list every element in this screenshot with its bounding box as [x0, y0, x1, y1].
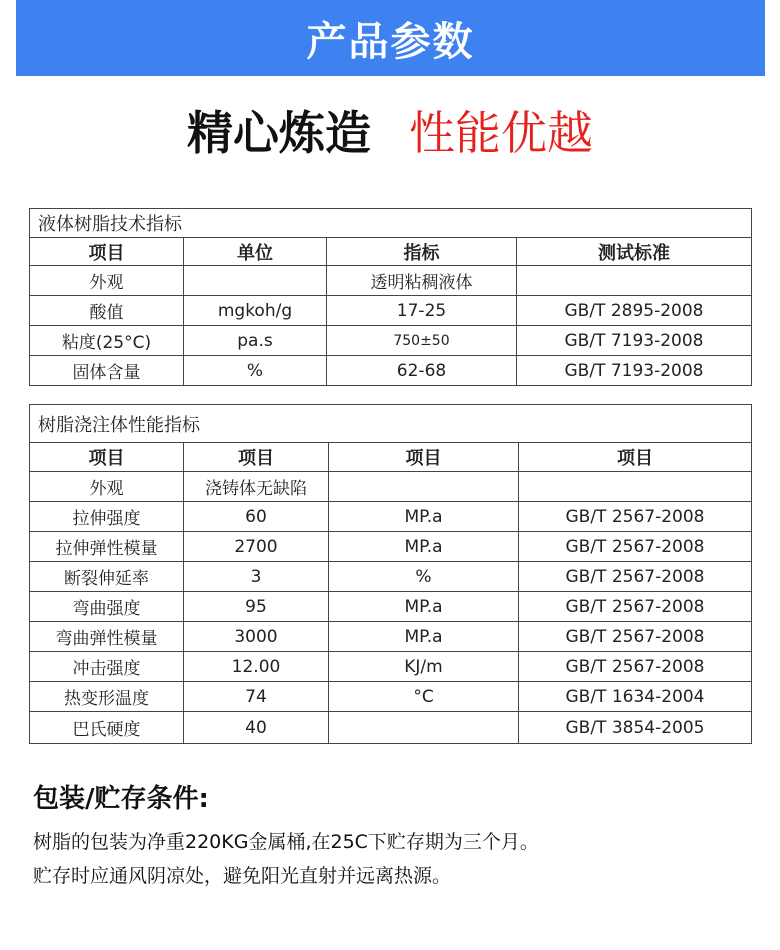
- table-cell: 拉伸强度: [30, 502, 184, 532]
- column-header: 测试标准: [517, 238, 752, 266]
- table-row: [30, 712, 752, 744]
- table-row: [30, 356, 752, 386]
- table-cell: mgkoh/g: [184, 296, 327, 326]
- table-cell: 透明粘稠液体: [327, 266, 517, 296]
- table-cell: 62-68: [327, 356, 517, 386]
- liquid-resin-table: [29, 208, 752, 386]
- table-row: [30, 296, 752, 326]
- table-cell: MP.a: [329, 532, 519, 562]
- table-cell: GB/T 2567-2008: [519, 622, 752, 652]
- storage-line: 贮存时应通风阴凉处，避免阳光直射并远离热源。: [33, 865, 452, 887]
- table-cell: 弯曲强度: [30, 592, 184, 622]
- table-cell: 断裂伸延率: [30, 562, 184, 592]
- table-cell: [184, 266, 327, 296]
- table-cell: 外观: [30, 472, 184, 502]
- table-cell: °C: [329, 682, 519, 712]
- column-header: 项目: [184, 443, 329, 472]
- table-cell: GB/T 2567-2008: [519, 592, 752, 622]
- table-header-row: [30, 443, 752, 472]
- table-cell: MP.a: [329, 592, 519, 622]
- table-cell: 拉伸弹性模量: [30, 532, 184, 562]
- table-caption: 液体树脂技术指标: [30, 209, 752, 238]
- table-row: [30, 502, 752, 532]
- table-cell: 12.00: [184, 652, 329, 682]
- table-row: [30, 622, 752, 652]
- table-cell: 浇铸体无缺陷: [184, 472, 329, 502]
- table-cell: GB/T 2567-2008: [519, 562, 752, 592]
- table-row: [30, 652, 752, 682]
- table-row: [30, 326, 752, 356]
- table-cell: KJ/m: [329, 652, 519, 682]
- table-cell: [329, 712, 519, 744]
- column-header: 项目: [329, 443, 519, 472]
- table-row: [30, 682, 752, 712]
- table-cell: MP.a: [329, 622, 519, 652]
- table-cell: 3000: [184, 622, 329, 652]
- table-cell: 弯曲弹性模量: [30, 622, 184, 652]
- table-cell: 74: [184, 682, 329, 712]
- table-header-row: [30, 238, 752, 266]
- storage-title: 包装/贮存条件:: [33, 784, 209, 814]
- table-cell: 17-25: [327, 296, 517, 326]
- table-cell: 外观: [30, 266, 184, 296]
- table-cell: GB/T 7193-2008: [517, 326, 752, 356]
- cast-resin-table: [29, 404, 752, 744]
- table-cell: 粘度(25°C): [30, 326, 184, 356]
- table-cell: 2700: [184, 532, 329, 562]
- table-cell: [517, 266, 752, 296]
- table-cell: 95: [184, 592, 329, 622]
- table-cell: 750±50: [327, 326, 517, 356]
- table-cell: %: [184, 356, 327, 386]
- table-row: [30, 472, 752, 502]
- table-cell: %: [329, 562, 519, 592]
- table-row: [30, 266, 752, 296]
- table-cell: GB/T 1634-2004: [519, 682, 752, 712]
- table-cell: 60: [184, 502, 329, 532]
- table-row: [30, 532, 752, 562]
- storage-line: 树脂的包装为净重220KG金属桶,在25C下贮存期为三个月。: [33, 831, 539, 853]
- table-cell: MP.a: [329, 502, 519, 532]
- column-header: 项目: [30, 238, 184, 266]
- table-cell: GB/T 2567-2008: [519, 652, 752, 682]
- column-header: 指标: [327, 238, 517, 266]
- table-cell: 酸值: [30, 296, 184, 326]
- table-cell: 热变形温度: [30, 682, 184, 712]
- table-cell: 3: [184, 562, 329, 592]
- storage-section: [33, 778, 753, 893]
- table-cell: GB/T 3854-2005: [519, 712, 752, 744]
- slogan-part2: 性能优越: [409, 106, 593, 160]
- table-cell: pa.s: [184, 326, 327, 356]
- table-caption: 树脂浇注体性能指标: [30, 405, 752, 443]
- column-header: 项目: [30, 443, 184, 472]
- table-cell: 固体含量: [30, 356, 184, 386]
- table-cell: [329, 472, 519, 502]
- column-header: 项目: [519, 443, 752, 472]
- column-header: 单位: [184, 238, 327, 266]
- table-cell: GB/T 2567-2008: [519, 502, 752, 532]
- slogan: [0, 98, 780, 162]
- table-row: [30, 592, 752, 622]
- table-cell: 40: [184, 712, 329, 744]
- table-row: [30, 562, 752, 592]
- table-cell: GB/T 2567-2008: [519, 532, 752, 562]
- table-cell: 巴氏硬度: [30, 712, 184, 744]
- slogan-part1: 精心炼造: [187, 106, 371, 160]
- banner: [16, 0, 765, 76]
- table-cell: [519, 472, 752, 502]
- table-cell: GB/T 2895-2008: [517, 296, 752, 326]
- banner-title: 产品参数: [306, 18, 475, 65]
- table-cell: 冲击强度: [30, 652, 184, 682]
- table-cell: GB/T 7193-2008: [517, 356, 752, 386]
